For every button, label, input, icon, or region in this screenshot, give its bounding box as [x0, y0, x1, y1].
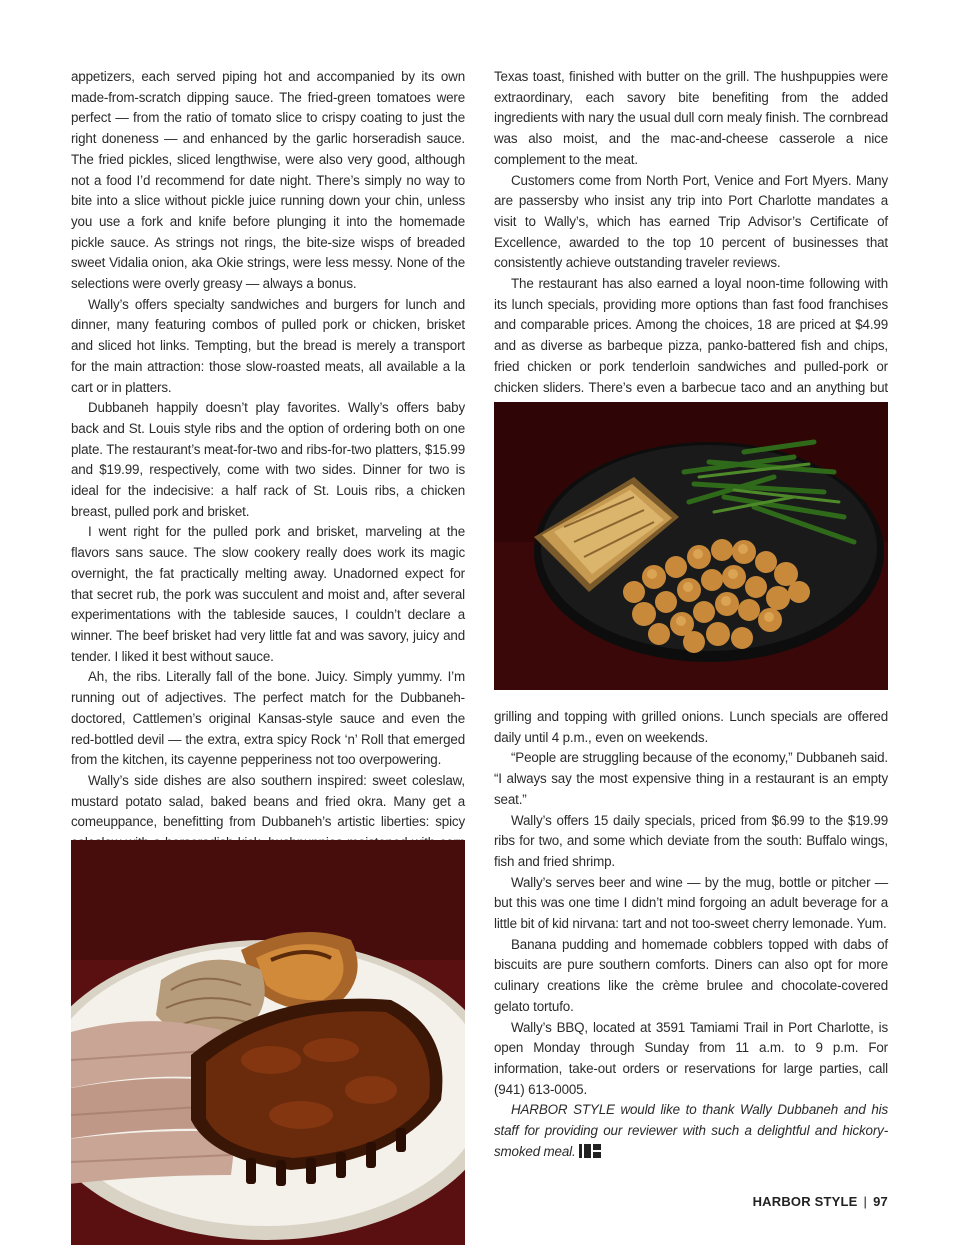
paragraph: Dubbaneh happily doesn’t play favorites. Wally’s offers baby back and St. Louis style ribs and the option of ordering both on one plate. The restaurant’s meat-for-two and ribs-for-two platters, $15.99 and $19.99, respectively, come with two sides. Dinner for two is ideal for the indecisive: a half rack of St. Louis ribs, a chicken breast, pulled pork and brisket.: [71, 400, 465, 519]
magazine-name: HARBOR STYLE: [752, 1194, 858, 1209]
article-column-left: [71, 67, 465, 874]
paragraph: I went right for the pulled pork and brisket, marveling at the flavors sans sauce. The slow cookery really does work its magic overnight, the fat practically melting away. Unadorned expect for that secret rub, the pork was succulent and moist and, after several experimentations with the tableside sauces, I couldn’t declare a winner. The beef brisket had very little fat and was savory, juicy and tender. I liked it best without sauce.: [71, 524, 465, 664]
paragraph: Wally’s side dishes are also southern inspired: sweet coleslaw, mustard potato salad, baked beans and fried okra. Many get a comeuppance, benefitting from Dubbaneh’s artistic liberties: spicy: [71, 772, 465, 830]
paragraph: Texas toast, finished with butter on the grill. The hushpuppies were extraordinary, each savory bite benefiting from the added ingredients with nary the usual dull corn mealy finish. The cornbread was also moist, and the mac-and-cheese casserole a nice complement to the meat.: [494, 69, 888, 167]
paragraph: Wally’s BBQ, located at 3591 Tamiami Trail in Port Charlotte, is open Monday through Sunday from 11 a.m. to 9 p.m. For information, take-out orders or reservations for large parties, call (941) 613-0005.: [494, 1019, 888, 1097]
footer-separator: |: [863, 1194, 868, 1209]
paragraph: appetizers, each served piping hot and accompanied by its own made-from-scratch dipping sauce. The fried-green tomatoes were perfect — from the ratio of tomato slice to crispy coating to just the right doneness — and enhanced by the garlic horseradish sauce. The fried pickles, sliced lengthwise, were also very good, although not a food I’d recommend for date night. There’s simply no way to bite into a slice without pickle juice running down your chin, unless you use a fork and knife before plunging it into the homemade pickle sauce. As strings not rings, the bite-size wisps of breaded sweet Vidalia onion, aka Okie strings, were less messy. None of the selections were overly greasy — always a bonus.: [71, 69, 465, 292]
paragraph: Ah, the ribs. Literally fall of the bone. Juicy. Simply yummy. I’m running out of adjectives. The perfect match for the Dubbaneh-doctored, Cattlemen’s original Kansas-style sauce and even the red-bottled devil — the extra, extra spicy Rock ‘n’ Roll that emerged from the kitchen, its cayenne pepperiness not too overpowering.: [71, 669, 465, 768]
end-mark-icon: [579, 1144, 601, 1158]
photo-toast-okra-green-beans: [494, 402, 888, 690]
article-column-right-bottom: [494, 707, 888, 1162]
paragraph: “People are struggling because of the economy,” Dubbaneh said. “I always say the most expensive thing in a restaurant is an empty seat.”: [494, 750, 888, 807]
paragraph: Wally’s offers specialty sandwiches and burgers for lunch and dinner, many featuring combos of pulled pork or chicken, brisket and sliced hot links. Tempting, but the bread is merely a transport for the main attraction: those slow-roasted meats, all available a la cart or in platters.: [71, 296, 465, 395]
paragraph: Customers come from North Port, Venice and Fort Myers. Many are passersby who insist any trip into Port Charlotte mandates a visit to Wally’s, which has earned Trip Advisor’s Certificate of Excellence, awarded to the top 10 percent of businesses that consistently achieve outstanding traveler reviews.: [494, 172, 888, 271]
page-footer: [753, 1194, 888, 1209]
photo-bbq-platter: [71, 840, 465, 1245]
paragraph: The restaurant has also earned a loyal noon-time following with its lunch specials, providing more options than fast food franchises and comparable prices. Among the choices, 18 are priced at $4.99 and as diverse as barbeque pizza, panko-battered fish and chips, fried chicken or pork tenderloin sandwiches and pulled-pork or chicken sliders. There’s even a barbecue taco and an anything but: [494, 276, 888, 395]
paragraph: Banana pudding and homemade cobblers topped with dabs of biscuits are pure southern comforts. Diners can also opt for more culinary creations like the crème brulee and chocolate-covered gelato tortufo.: [494, 936, 888, 1014]
paragraph: grilling and topping with grilled onions. Lunch specials are offered daily until 4 p.m., even on weekends.: [494, 709, 888, 745]
paragraph: Wally’s offers 15 daily specials, priced from $6.99 to the $19.99 ribs for two, and some which deviate from the south: Buffalo wings, fish and fried shrimp.: [494, 812, 888, 869]
article-column-right-top: [494, 67, 888, 440]
closing-note: [494, 1100, 888, 1162]
page-number: 97: [873, 1194, 888, 1209]
closing-note-text: HARBOR STYLE would like to thank Wally Dubbaneh and his staff for providing our reviewer with such a delightful and hickory-smoked meal.: [494, 1102, 888, 1159]
paragraph: Wally’s serves beer and wine — by the mug, bottle or pitcher — but this was one time I didn’t mind forgoing an adult beverage for a little bit of kid nirvana: tart and not too-sweet cherry lemonade. Yum.: [494, 874, 888, 932]
